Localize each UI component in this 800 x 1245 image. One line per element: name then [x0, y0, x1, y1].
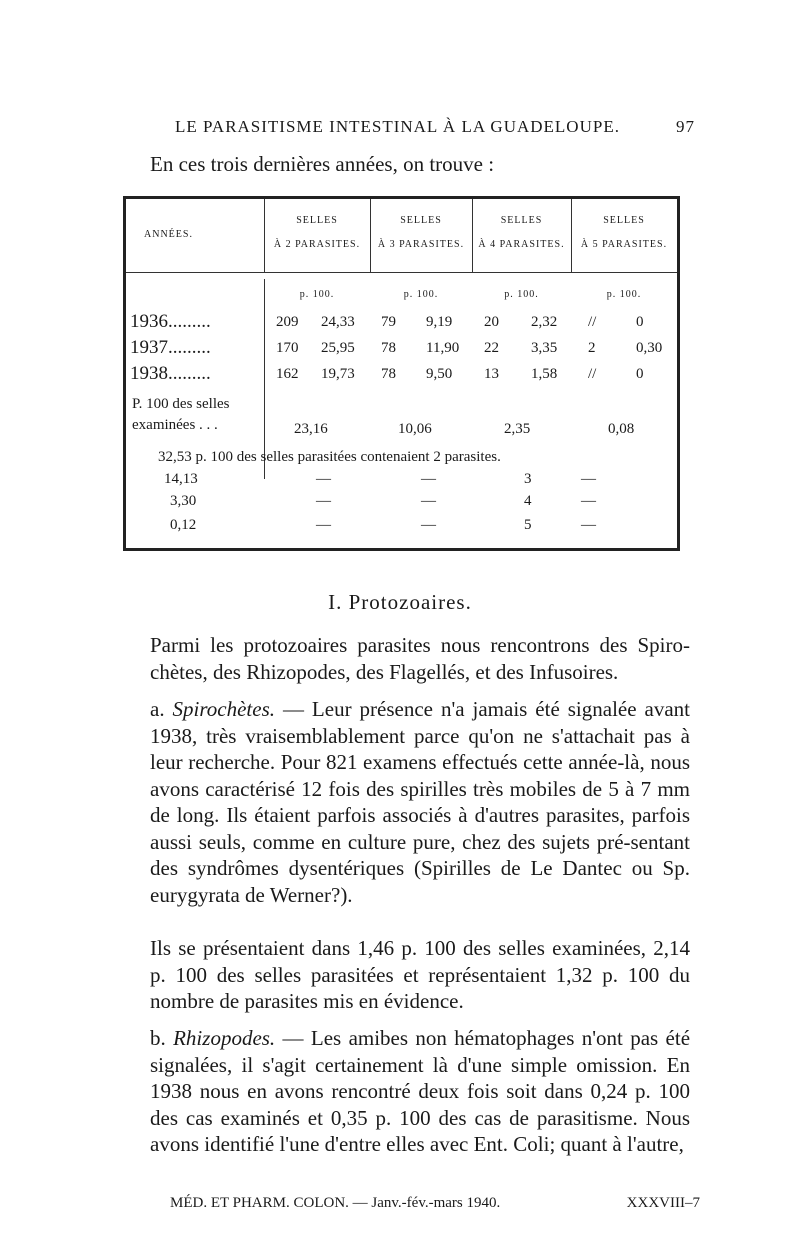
- running-title: LE PARASITISME INTESTINAL À LA GUADELOUPE.: [175, 117, 620, 136]
- total-value: 10,06: [398, 421, 432, 437]
- total-value: 2,35: [504, 421, 531, 437]
- table-cell: 170: [276, 340, 299, 356]
- unit-label: p. 100.: [403, 289, 439, 300]
- summary-dash: —: [316, 471, 331, 487]
- table-cell: 2,32: [531, 314, 558, 330]
- summary-pct: 32,53: [158, 449, 192, 465]
- col-header-top: SELLES: [603, 215, 645, 226]
- table-cell: 24,33: [321, 314, 355, 330]
- table-divider: [472, 199, 473, 272]
- paragraph-term: Rhizopodes.: [173, 1026, 276, 1050]
- table-cell: 162: [276, 366, 299, 382]
- table-header-rule: [126, 272, 677, 273]
- unit-label: p. 100.: [299, 289, 335, 300]
- table-cell: 78: [381, 340, 396, 356]
- table-cell: 0,30: [636, 340, 663, 356]
- col-header-bottom: À 4 PARASITES.: [478, 239, 565, 250]
- table-cell: 9,19: [426, 314, 453, 330]
- paragraph-term: Spirochètes.: [172, 697, 275, 721]
- table-cell: 22: [484, 340, 499, 356]
- paragraph-body: — Leur présence n'a jamais été signalée avant 1938, très vraisemblablement parce qu'on ne s'attachait pas à leur recherche. Pour 821 examens effectués cette année-là, nous avons caractérisé 12 fois des spirilles très mobiles de 5 à 7 mm de long. Ils étaient parfois associés à d'autres parasites, parfois aussi seuls, comme en culture pure, chez des sujets pré-sentant des syndrômes dysentériques (Spirilles de Le Dantec ou Sp. eurygyrata de Werner?).: [150, 697, 690, 907]
- table-cell: 3,35: [531, 340, 558, 356]
- summary-dash: —: [316, 493, 331, 509]
- summary-dash: —: [316, 517, 331, 533]
- table-cell: 78: [381, 366, 396, 382]
- table-cell: 20: [484, 314, 499, 330]
- summary-dash: —: [581, 493, 596, 509]
- summary-pct: 0,12: [170, 517, 197, 533]
- col-header-top: SELLES: [400, 215, 442, 226]
- unit-label: p. 100.: [606, 289, 642, 300]
- row-label-year: 1937.........: [130, 337, 211, 358]
- summary-line: [158, 449, 501, 466]
- statistics-table: [123, 196, 680, 551]
- summary-dash: —: [421, 493, 436, 509]
- table-divider: [571, 199, 572, 272]
- page-number: 97: [676, 117, 695, 136]
- col-header-bottom: À 3 PARASITES.: [377, 239, 465, 250]
- running-header: [175, 117, 695, 137]
- col-header-top: SELLES: [500, 215, 543, 226]
- row-label-year: 1936.........: [130, 311, 211, 332]
- summary-pct: 14,13: [164, 471, 198, 487]
- table-cell: 79: [381, 314, 396, 330]
- intro-sentence: En ces trois dernières années, on trouve :: [150, 152, 495, 176]
- table-cell: //: [588, 314, 597, 330]
- table-cell: 9,50: [426, 366, 453, 382]
- col-header-bottom: À 2 PARASITES.: [273, 239, 361, 250]
- paragraph: Ils se présentaient dans 1,46 p. 100 des selles examinées, 2,14 p. 100 des selles parasitées et représentaient 1,32 p. 100 du nombre de parasites mis en évidence.: [150, 936, 690, 1013]
- summary-dash: —: [421, 471, 436, 487]
- table-cell: 1,58: [531, 366, 558, 382]
- total-label: P. 100 des selles: [132, 396, 230, 412]
- section-title: Protozoaires.: [348, 590, 472, 614]
- row-label-year: 1938.........: [130, 363, 211, 384]
- table-cell: 0: [636, 314, 644, 330]
- page-footer: [170, 1195, 700, 1212]
- section-number: I.: [328, 590, 343, 614]
- col-header-years: ANNÉES.: [144, 229, 193, 240]
- summary-dash: —: [581, 517, 596, 533]
- paragraph-spirochetes: [150, 696, 690, 908]
- summary-count: 4: [524, 493, 532, 509]
- table-cell: 13: [484, 366, 499, 382]
- table-cell: 209: [276, 314, 299, 330]
- paragraph: Parmi les protozoaires parasites nous rencontrons des Spiro-chètes, des Rhizopodes, des Flagellés, et des Infusoires.: [150, 633, 690, 684]
- paragraph-label: a.: [150, 697, 165, 721]
- summary-dash: —: [421, 517, 436, 533]
- table-cell: 19,73: [321, 366, 355, 382]
- table-cell: 2: [588, 340, 596, 356]
- total-label: examinées . . .: [132, 417, 218, 433]
- unit-label: p. 100.: [504, 289, 539, 300]
- col-header-top: SELLES: [296, 215, 338, 226]
- summary-pct: 3,30: [170, 493, 197, 509]
- total-value: 23,16: [294, 421, 328, 437]
- table-cell: 0: [636, 366, 644, 382]
- section-heading: [0, 590, 800, 615]
- summary-text: p. 100 des selles parasitées contenaient 2 parasites.: [195, 449, 501, 465]
- paragraph-label: b.: [150, 1026, 166, 1050]
- col-header-bottom: À 5 PARASITES.: [580, 239, 668, 250]
- paragraph-body: — Les amibes non hématophages n'ont pas été signalées, il s'agit certainement là d'une simple omission. En 1938 nous en avons rencontré deux fois soit dans 0,24 p. 100 des cas examinés et 0,35 p. 100 des cas de parasitisme. Nous avons identifié l'une d'entre elles avec Ent. Coli; quant à l'autre,: [150, 1026, 691, 1156]
- table-cell: //: [588, 366, 597, 382]
- table-divider: [264, 199, 265, 272]
- table-cell: 11,90: [426, 340, 460, 356]
- summary-dash: —: [581, 471, 596, 487]
- table-cell: 25,95: [321, 340, 355, 356]
- footer-citation: MÉD. ET PHARM. COLON. — Janv.-fév.-mars 1940.: [170, 1195, 501, 1211]
- footer-signature: XXXVIII–7: [626, 1195, 700, 1211]
- summary-count: 3: [524, 471, 532, 487]
- table-divider: [370, 199, 371, 272]
- total-value: 0,08: [608, 421, 635, 437]
- summary-count: 5: [524, 517, 532, 533]
- paragraph-rhizopodes: [150, 1025, 690, 1158]
